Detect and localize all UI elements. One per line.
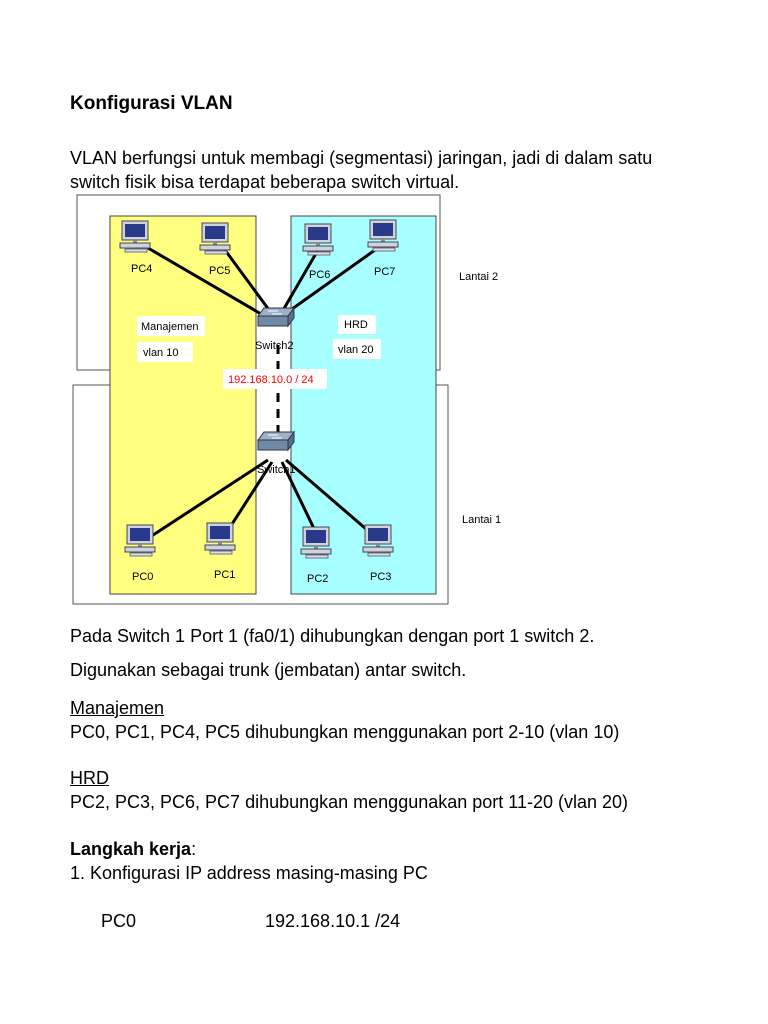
pc6-label: PC6 (309, 269, 331, 281)
vlan-manajemen-id: vlan 10 (143, 347, 179, 359)
pc0-icon[interactable] (125, 525, 155, 556)
pc4-label: PC4 (131, 263, 153, 275)
pc1-label: PC1 (214, 569, 236, 581)
pc0-label: PC0 (132, 571, 154, 583)
vlan-hrd-id: vlan 20 (338, 344, 374, 356)
steps-colon: : (191, 839, 197, 859)
floor-1-label: Lantai 1 (462, 514, 502, 526)
ip-row-pc: PC0 (101, 911, 137, 931)
ip-row-address: 192.168.10.1 /24 (265, 911, 401, 931)
step-1: 1. Konfigurasi IP address masing-masing PC (70, 863, 428, 883)
pc7-label: PC7 (374, 266, 396, 278)
switch-2-icon[interactable] (258, 308, 294, 326)
pc7-icon[interactable] (368, 220, 398, 251)
pc5-label: PC5 (209, 265, 231, 277)
switch-2-label: Switch2 (255, 340, 294, 352)
manajemen-heading: Manajemen (70, 698, 165, 718)
hrd-text: PC2, PC3, PC6, PC7 dihubungkan menggunakan port 11-20 (vlan 20) (70, 792, 629, 812)
pc2-icon[interactable] (301, 527, 331, 558)
pc6-icon[interactable] (303, 224, 333, 255)
pc3-icon[interactable] (363, 525, 393, 556)
intro-line-1: VLAN berfungsi untuk membagi (segmentasi) jaringan, jadi di dalam satu (70, 148, 653, 168)
steps-heading-row (70, 837, 196, 861)
intro-line-2: switch fisik bisa terdapat beberapa switch virtual. (70, 172, 460, 192)
pc1-icon[interactable] (205, 523, 235, 554)
pc3-label: PC3 (370, 571, 392, 583)
network-address-label: 192.168.10.0 / 24 (228, 374, 314, 386)
trunk-line-2: Digunakan sebagai trunk (jembatan) antar switch. (70, 660, 467, 680)
manajemen-text: PC0, PC1, PC4, PC5 dihubungkan menggunakan port 2-10 (vlan 10) (70, 722, 620, 742)
switch-1-label: Switch1 (257, 464, 296, 476)
switch-1-icon[interactable] (258, 432, 294, 450)
steps-heading: Langkah kerja (70, 839, 192, 859)
floor-2-label: Lantai 2 (459, 271, 499, 283)
trunk-line-1: Pada Switch 1 Port 1 (fa0/1) dihubungkan dengan port 1 switch 2. (70, 626, 595, 646)
hrd-heading: HRD (70, 768, 109, 788)
page-title: Konfigurasi VLAN (70, 93, 233, 114)
pc5-icon[interactable] (200, 223, 230, 254)
vlan-manajemen-name: Manajemen (141, 321, 199, 333)
pc2-label: PC2 (307, 573, 329, 585)
vlan-hrd-name: HRD (344, 319, 368, 331)
pc4-icon[interactable] (120, 221, 150, 252)
